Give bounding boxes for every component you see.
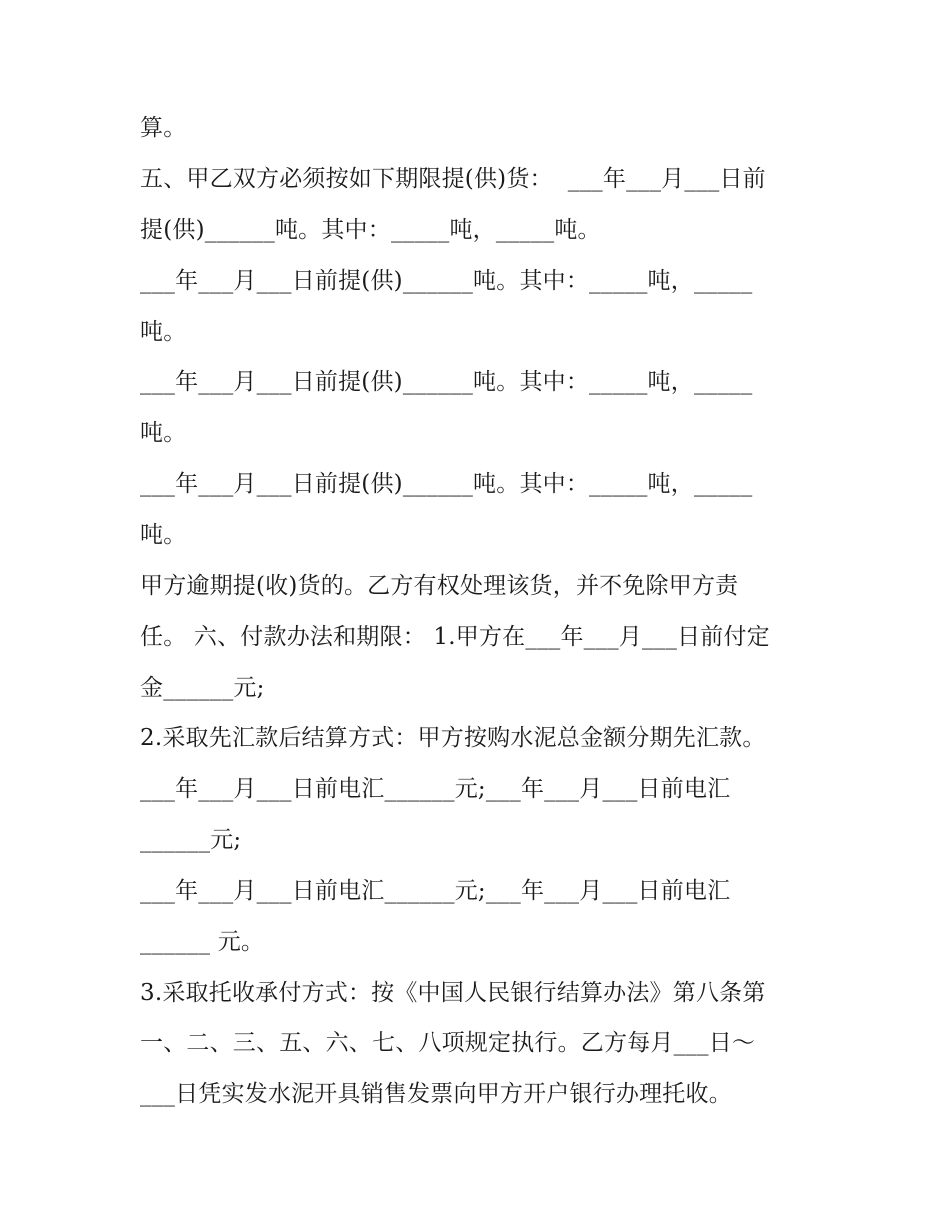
text-line: 吨。 (140, 319, 187, 345)
text-line: 2.采取先汇款后结算方式：甲方按购水泥总金额分期先汇款。 (140, 725, 766, 751)
text-line: 金______元; (140, 675, 265, 701)
text-line: ______ 元。 (140, 929, 265, 955)
text-line: 吨。 (140, 420, 187, 446)
text-line: ___年___月___日前提(供)______吨。其中：_____吨，_____ (140, 369, 753, 395)
text-line: ___年___月___日前提(供)______吨。其中：_____吨，_____ (140, 471, 753, 497)
text-line: 甲方逾期提(收)货的。乙方有权处理该货，并不免除甲方责 (140, 573, 739, 599)
text-line: 五、甲乙双方必须按如下期限提(供)货： ___年___月___日前 (140, 166, 766, 192)
text-line: 提(供)______吨。其中：_____吨，_____吨。 (140, 217, 601, 243)
text-line: ___年___月___日前电汇______元;___年___月___日前电汇 (140, 878, 731, 904)
text-line: ___年___月___日前电汇______元;___年___月___日前电汇 (140, 776, 731, 802)
text-line: 3.采取托收承付方式：按《中国人民银行结算办法》第八条第 (140, 980, 766, 1006)
text-line: ______元; (140, 827, 242, 853)
text-line: 一、二、三、五、六、七、八项规定执行。乙方每月___日～ (140, 1030, 756, 1056)
text-line: 算。 (140, 115, 187, 141)
text-line: 吨。 (140, 522, 187, 548)
text-line: ___年___月___日前提(供)______吨。其中：_____吨，_____ (140, 268, 753, 294)
text-line: 任。 六、付款办法和期限： 1.甲方在___年___月___日前付定 (140, 624, 770, 650)
text-line: ___日凭实发水泥开具销售发票向甲方开户银行办理托收。 (140, 1081, 732, 1107)
